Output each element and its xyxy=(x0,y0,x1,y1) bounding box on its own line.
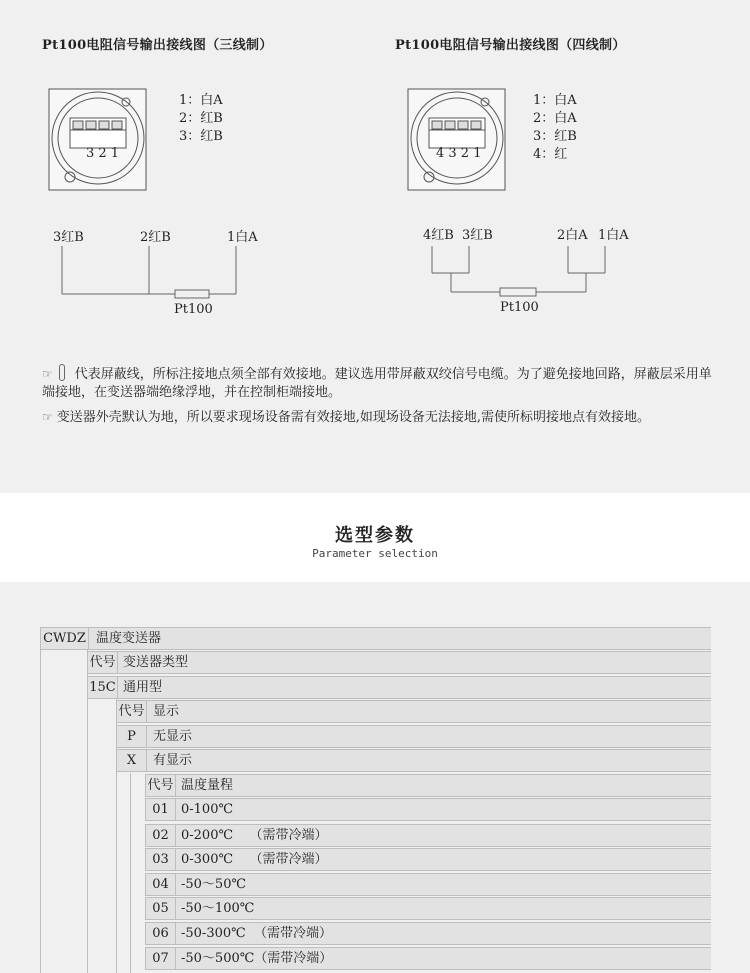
resistor-label: Pt100 xyxy=(174,302,213,317)
row-text: -50～50℃ xyxy=(181,877,247,892)
legend-item: 3：红B xyxy=(179,129,223,144)
row-code: 03 xyxy=(146,849,176,870)
pointing-hand-icon: ☞ xyxy=(42,367,53,381)
four-wire-connection-lines xyxy=(432,246,605,296)
row-text: 变送器类型 xyxy=(123,655,189,670)
table-row xyxy=(145,873,711,896)
row-code: 07 xyxy=(146,948,176,969)
legend-item: 1：白A xyxy=(533,93,577,108)
legend-item: 3：红B xyxy=(533,129,577,144)
table-row xyxy=(40,627,711,650)
three-wire-connection-lines xyxy=(62,246,236,298)
legend-item: 2：白A xyxy=(533,111,577,126)
three-wire-legend xyxy=(179,92,223,146)
row-text: 有显示 xyxy=(153,753,193,768)
table-row xyxy=(145,897,711,920)
nesting-line xyxy=(130,773,131,973)
wire-label: 4红B xyxy=(423,228,454,243)
four-wire-diagram-title: Pt100电阻信号输出接线图（四线制） xyxy=(395,38,626,53)
row-code: 04 xyxy=(146,874,176,895)
table-row xyxy=(145,824,711,847)
four-wire-terminal-numbers: 4 3 2 1 xyxy=(436,146,482,161)
row-code: 代号 xyxy=(146,775,176,796)
parameter-section-header xyxy=(0,493,750,582)
row-code: X xyxy=(117,750,147,771)
section-subtitle: Parameter selection xyxy=(312,547,438,560)
wire-label: 2白A xyxy=(557,228,588,243)
row-code: 06 xyxy=(146,923,176,944)
row-code: 01 xyxy=(146,799,176,820)
wire-label: 2红B xyxy=(140,230,171,245)
wiring-drawing xyxy=(0,0,750,330)
table-row xyxy=(145,947,711,970)
row-text: 温度变送器 xyxy=(96,631,162,646)
wire-label: 1白A xyxy=(598,228,629,243)
row-code: 代号 xyxy=(117,701,147,722)
four-wire-legend xyxy=(533,92,577,164)
three-wire-diagram-title: Pt100电阻信号输出接线图（三线制） xyxy=(42,38,273,53)
row-code: 15C xyxy=(88,677,118,698)
row-code: 02 xyxy=(146,825,176,846)
legend-item: 4：红 xyxy=(533,147,568,162)
wire-label: 3红B xyxy=(462,228,493,243)
ground-note-text: 变送器外壳默认为地，所以要求现场设备需有效接地,如现场设备无法接地,需使所标明接地点有效接地。 xyxy=(56,410,651,425)
ground-note xyxy=(42,408,714,427)
nesting-line xyxy=(40,650,41,973)
row-text: 0-300℃ （需带冷端） xyxy=(181,852,328,867)
row-text: 0-100℃ xyxy=(181,802,234,817)
legend-item: 1：白A xyxy=(179,93,223,108)
table-row xyxy=(145,848,711,871)
section-title: 选型参数 xyxy=(335,525,415,546)
row-text: 0-200℃ （需带冷端） xyxy=(181,828,328,843)
table-row xyxy=(145,922,711,945)
shield-wire-icon xyxy=(59,364,65,381)
row-text: 温度量程 xyxy=(181,778,234,793)
row-code: P xyxy=(117,726,147,747)
three-wire-terminal-numbers: 3 2 1 xyxy=(86,146,120,161)
table-row xyxy=(116,749,711,772)
table-row xyxy=(116,725,711,748)
wire-label: 1白A xyxy=(227,230,258,245)
table-row xyxy=(87,651,711,674)
row-code: 代号 xyxy=(88,652,118,673)
row-text: 显示 xyxy=(153,704,180,719)
row-text: -50～500℃（需带冷端） xyxy=(181,951,333,966)
shield-note xyxy=(42,364,714,402)
row-code: 05 xyxy=(146,898,176,919)
table-row xyxy=(87,676,711,699)
three-wire-terminal-housing-icon xyxy=(49,89,146,190)
four-wire-terminal-housing-icon xyxy=(408,89,505,190)
table-row xyxy=(145,798,711,821)
row-text: 通用型 xyxy=(123,680,163,695)
resistor-label: Pt100 xyxy=(500,300,539,315)
pointing-hand-icon: ☞ xyxy=(42,410,53,424)
row-text: -50～100℃ xyxy=(181,901,255,916)
row-text: 无显示 xyxy=(153,729,193,744)
table-row xyxy=(116,700,711,723)
wire-label: 3红B xyxy=(53,230,84,245)
selection-table xyxy=(0,582,750,973)
shield-note-text: 代表屏蔽线，所标注接地点须全部有效接地。建议选用带屏蔽双绞信号电缆。为了避免接地回路，屏蔽层采用单端接地，在变送器端绝缘浮地，并在控制柜端接地。 xyxy=(42,367,712,400)
table-row xyxy=(145,774,711,797)
legend-item: 2：红B xyxy=(179,111,223,126)
row-code: CWDZ xyxy=(41,628,89,649)
row-text: -50-300℃ （需带冷端） xyxy=(181,926,332,941)
